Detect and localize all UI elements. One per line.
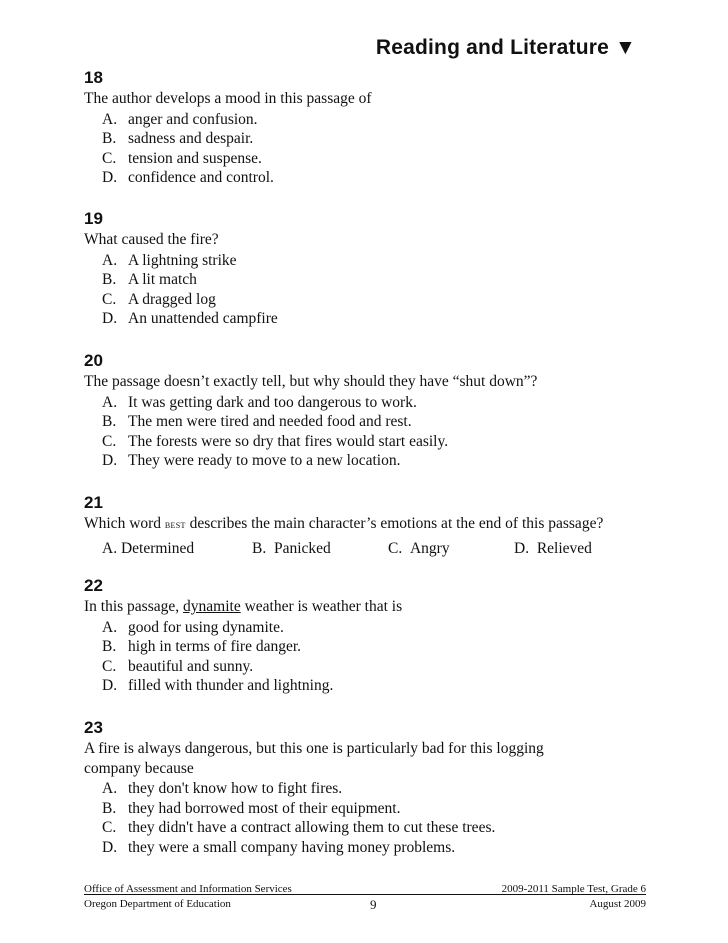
question-stem: A fire is always dangerous, but this one is particularly bad for this logging company because <box>84 740 544 777</box>
question-number: 21 <box>84 493 103 512</box>
choice-b[interactable]: B. sadness and despair. <box>102 130 254 148</box>
question-stem: In this passage, dynamite weather is weather that is <box>84 598 403 615</box>
choice-c[interactable]: C. tension and suspense. <box>102 149 262 167</box>
choice-b[interactable]: B. A lit match <box>102 271 197 289</box>
choice-b[interactable]: B. they had borrowed most of their equipment. <box>102 799 401 817</box>
page-number: 9 <box>370 897 377 912</box>
answer-choices <box>102 539 664 559</box>
question-number: 22 <box>84 576 103 595</box>
question-number: 18 <box>84 68 103 87</box>
choice-a[interactable]: A. A lightning strike <box>102 251 237 269</box>
question-number: 23 <box>84 718 103 737</box>
question-19 <box>84 209 664 329</box>
choice-b[interactable]: B. The men were tired and needed food and rest. <box>102 413 412 431</box>
footer-bottom-row <box>84 897 646 912</box>
choice-c[interactable]: C. The forests were so dry that fires would start easily. <box>102 432 449 450</box>
question-stem: What caused the fire? <box>84 231 219 248</box>
answer-choices <box>102 779 664 857</box>
question-stem: The passage doesn’t exactly tell, but why should they have “shut down”? <box>84 373 538 390</box>
choice-c[interactable]: C. Angry <box>388 539 450 557</box>
footer-office: Office of Assessment and Information Services <box>84 883 292 895</box>
choice-c[interactable]: C. they didn't have a contract allowing them to cut these trees. <box>102 819 496 837</box>
question-21 <box>84 493 664 559</box>
choice-a[interactable]: A. Determined <box>102 539 195 557</box>
question-22 <box>84 576 664 696</box>
choice-b[interactable]: B. high in terms of fire danger. <box>102 638 302 656</box>
section-title: Reading and Literature ▼ <box>375 36 636 59</box>
choice-b[interactable]: B. Panicked <box>252 539 331 557</box>
question-number: 20 <box>84 351 103 370</box>
page-footer <box>84 882 646 912</box>
choice-d[interactable]: D. They were ready to move to a new location. <box>102 452 401 470</box>
question-23 <box>84 718 664 858</box>
choice-d[interactable]: D. An unattended campfire <box>102 310 278 328</box>
answer-choices <box>102 618 664 696</box>
answer-choices <box>102 110 664 188</box>
choice-d[interactable]: D. Relieved <box>514 539 592 557</box>
question-stem: Which word best describes the main character’s emotions at the end of this passage? <box>84 515 604 532</box>
underlined-word: dynamite <box>183 598 241 615</box>
choice-d[interactable]: D. confidence and control. <box>102 169 274 187</box>
choice-a[interactable]: A. they don't know how to fight fires. <box>102 780 343 798</box>
choice-a[interactable]: A. good for using dynamite. <box>102 618 284 636</box>
choice-a[interactable]: A. anger and confusion. <box>102 110 258 128</box>
footer-date: August 2009 <box>589 898 646 910</box>
footer-test-name: 2009-2011 Sample Test, Grade 6 <box>501 883 646 895</box>
choice-c[interactable]: C. A dragged log <box>102 290 216 308</box>
answer-choices <box>102 251 664 329</box>
choice-a[interactable]: A. It was getting dark and too dangerous to work. <box>102 393 417 411</box>
question-number: 19 <box>84 209 103 228</box>
choice-d[interactable]: D. filled with thunder and lightning. <box>102 677 334 695</box>
choice-d[interactable]: D. they were a small company having money problems. <box>102 838 456 856</box>
choice-c[interactable]: C. beautiful and sunny. <box>102 657 254 675</box>
footer-department: Oregon Department of Education <box>84 898 231 910</box>
answer-choices <box>102 393 664 471</box>
question-20 <box>84 351 664 471</box>
emphasis-word: best <box>164 519 186 531</box>
question-stem: The author develops a mood in this passage of <box>84 90 372 107</box>
question-18 <box>84 68 664 188</box>
footer-top-row <box>84 882 646 897</box>
